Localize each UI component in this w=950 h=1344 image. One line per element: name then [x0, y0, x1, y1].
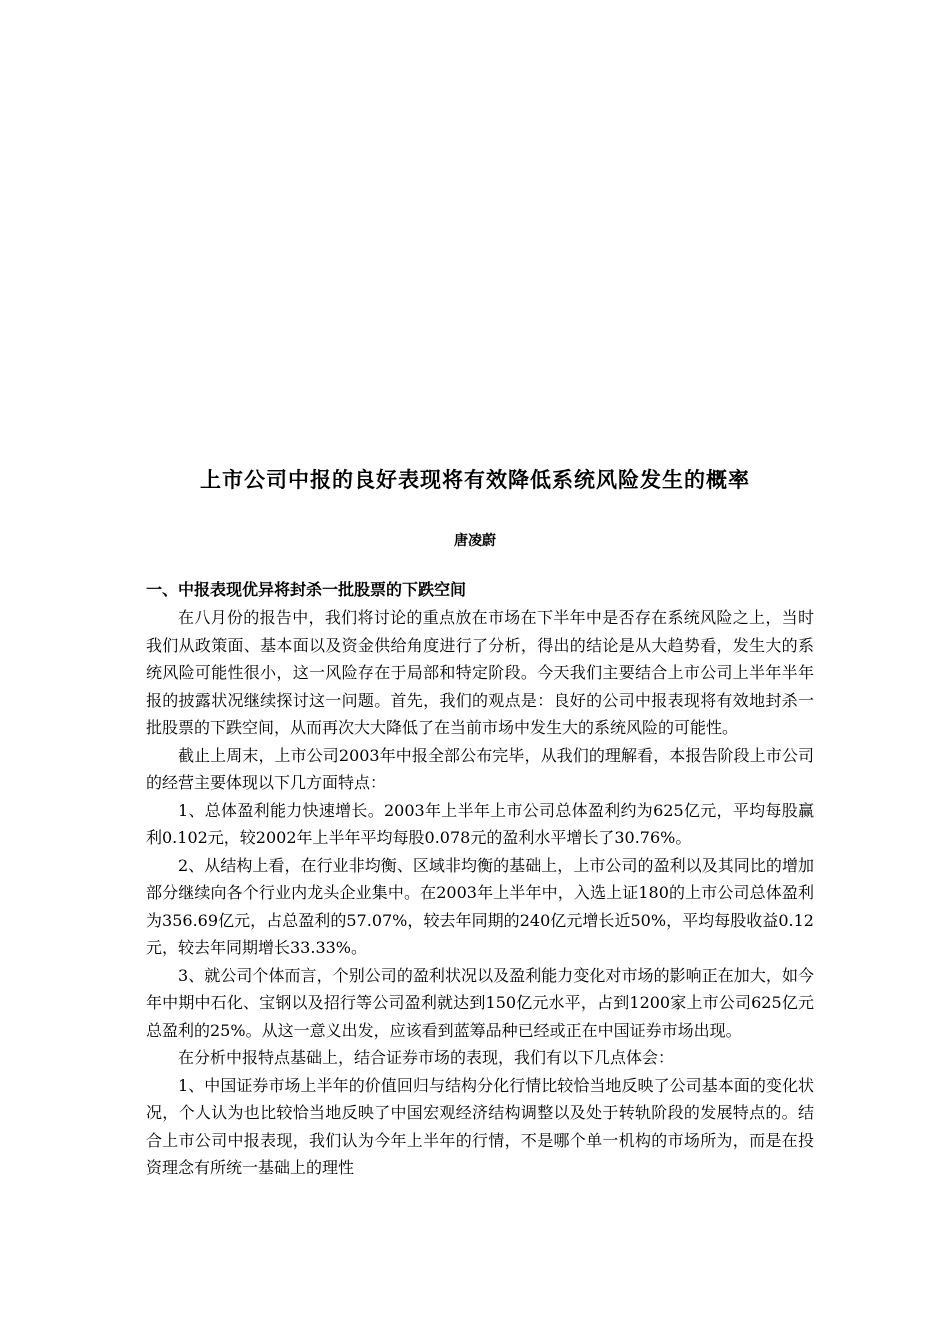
document-title: 上市公司中报的良好表现将有效降低系统风险发生的概率: [200, 468, 750, 492]
paragraph: 1、中国证券市场上半年的价值回归与结构分化行情比较恰当地反映了公司基本面的变化状况，个人认为也比较恰当地反映了中国宏观经济结构调整以及处于转轨阶段的发展特点的。结合上市公司中报表现，我们认为今年上半年的行情，不是哪个单一机构的市场所为，而是在投资理念有所统一基础上的理性: [146, 1075, 814, 1177]
paragraph: 3、就公司个体而言，个别公司的盈利状况以及盈利能力变化对市场的影响正在加大，如今年中期中石化、宝钢以及招行等公司盈利就达到150亿元水平，占到1200家上市公司625亿元总盈利的25%。从这一意义出发，应该看到蓝筹品种已经或正在中国证券市场出现。: [146, 965, 814, 1040]
paragraph: 在分析中报特点基础上，结合证券市场的表现，我们有以下几点体会：: [178, 1048, 675, 1067]
section-heading: 一、中报表现优异将封杀一批股票的下跌空间: [146, 580, 467, 599]
paragraph: 1、总体盈利能力快速增长。2003年上半年上市公司总体盈利约为625亿元，平均每股赢利0.102元，较2002年上半年平均每股0.078元的盈利水平增长了30.76%。: [146, 800, 814, 847]
paragraph: 2、从结构上看，在行业非均衡、区域非均衡的基础上，上市公司的盈利以及其同比的增加部分继续向各个行业内龙头企业集中。在2003年上半年中，入选上证180的上市公司总体盈利为356.69亿元，占总盈利的57.07%，较去年同期的240亿元增长近50%，平均每股收益0.12元，较去年同期增长33.33%。: [146, 855, 814, 957]
document-author: 唐凌蔚: [454, 533, 496, 549]
paragraph: 截止上周末，上市公司2003年中报全部公布完毕，从我们的理解看，本报告阶段上市公司的经营主要体现以下几方面特点：: [146, 745, 814, 792]
paragraph: 在八月份的报告中，我们将讨论的重点放在市场在下半年中是否存在系统风险之上，当时我们从政策面、基本面以及资金供给角度进行了分析，得出的结论是从大趋势看，发生大的系统风险可能性很小，这一风险存在于局部和特定阶段。今天我们主要结合上市公司上半年半年报的披露状况继续探讨这一问题。首先，我们的观点是：良好的公司中报表现将有效地封杀一批股票的下跌空间，从而再次大大降低了在当前市场中发生大的系统风险的可能性。: [146, 608, 814, 737]
document-body: [146, 576, 814, 1182]
